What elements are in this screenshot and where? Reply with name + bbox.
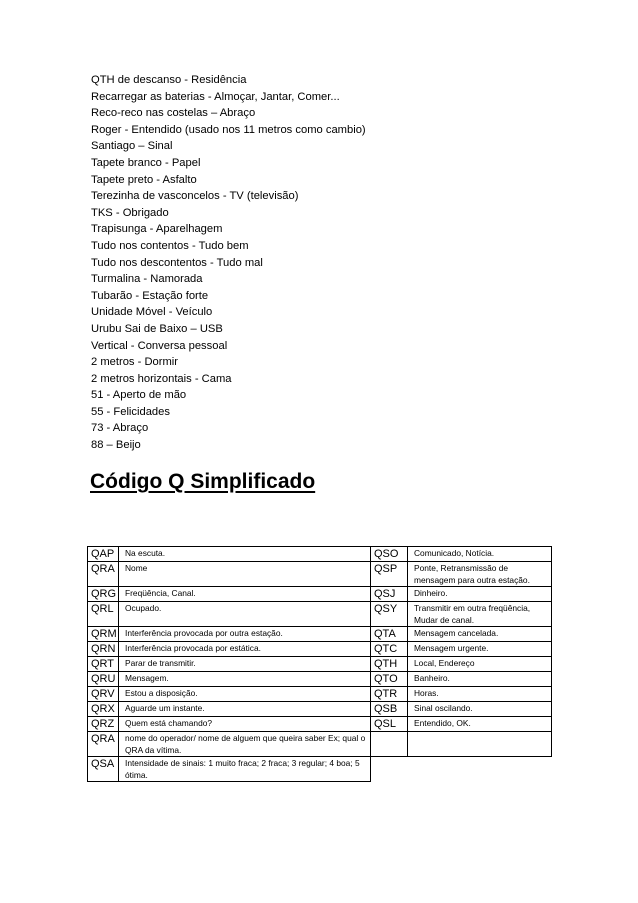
- q-description: Quem está chamando?: [119, 717, 371, 732]
- glossary-line: 73 - Abraço: [91, 422, 149, 435]
- q-code: QTH: [371, 657, 408, 672]
- glossary-line: Tudo nos descontentos - Tudo mal: [91, 256, 263, 269]
- section-title: Código Q Simplificado: [90, 470, 316, 493]
- table-row: [88, 602, 552, 627]
- q-code: QTC: [371, 642, 408, 657]
- glossary-line: Tubarão - Estação forte: [91, 289, 209, 302]
- q-description: Mensagem cancelada.: [408, 627, 552, 642]
- q-code-table: [87, 546, 552, 782]
- q-description: Sinal oscilando.: [408, 702, 552, 717]
- glossary-line: 2 metros horizontais - Cama: [91, 372, 232, 385]
- glossary-line: Terezinha de vasconcelos - TV (televisão): [91, 190, 299, 203]
- q-description: Interferência provocada por outra estação.: [119, 627, 371, 642]
- table-row: [88, 672, 552, 687]
- q-description: Estou a disposição.: [119, 687, 371, 702]
- q-description: Mensagem.: [119, 672, 371, 687]
- q-description: Aguarde um instante.: [119, 702, 371, 717]
- table-row: [88, 587, 552, 602]
- table-row: [88, 657, 552, 672]
- glossary-line: Recarregar as baterias - Almoçar, Jantar, Comer...: [91, 90, 340, 103]
- q-code: QTR: [371, 687, 408, 702]
- q-description: Dinheiro.: [408, 587, 552, 602]
- q-description: Ponte, Retransmissão de mensagem para outra estação.: [408, 562, 552, 587]
- q-description: Transmitir em outra freqüência, Mudar de canal.: [408, 602, 552, 627]
- glossary-line: Unidade Móvel - Veículo: [91, 306, 213, 319]
- q-code: QRZ: [88, 717, 119, 732]
- table-row: [88, 687, 552, 702]
- glossary-line: Tudo nos contentos - Tudo bem: [91, 239, 249, 252]
- q-description: Entendido, OK.: [408, 717, 552, 732]
- q-description: Banheiro.: [408, 672, 552, 687]
- empty-area: [371, 757, 552, 782]
- q-code: QSO: [371, 547, 408, 562]
- q-code: QAP: [88, 547, 119, 562]
- q-description: Nome: [119, 562, 371, 587]
- table-row: [88, 717, 552, 732]
- q-code: QSP: [371, 562, 408, 587]
- q-description: Local, Endereço: [408, 657, 552, 672]
- glossary-line: Turmalina - Namorada: [91, 273, 203, 286]
- q-code: QSB: [371, 702, 408, 717]
- glossary-line: 2 metros - Dormir: [91, 356, 179, 369]
- table-row: [88, 642, 552, 657]
- glossary-line: Vertical - Conversa pessoal: [91, 339, 228, 352]
- glossary-line: Tapete branco - Papel: [91, 156, 201, 169]
- q-description: Intensidade de sinais: 1 muito fraca; 2 fraca; 3 regular; 4 boa; 5 ótima.: [119, 757, 371, 782]
- glossary-line: 88 – Beijo: [91, 439, 141, 452]
- q-description: Freqüência, Canal.: [119, 587, 371, 602]
- q-code: QSY: [371, 602, 408, 627]
- glossary-line: Urubu Sai de Baixo – USB: [91, 322, 223, 335]
- q-code: QRT: [88, 657, 119, 672]
- table-row: [88, 757, 552, 782]
- glossary-line: 55 - Felicidades: [91, 405, 170, 418]
- q-code: QRL: [88, 602, 119, 627]
- q-description: Horas.: [408, 687, 552, 702]
- glossary-line: Reco-reco nas costelas – Abraço: [91, 107, 256, 120]
- slang-glossary-list: [91, 72, 366, 454]
- q-code: QRU: [88, 672, 119, 687]
- q-code: QSJ: [371, 587, 408, 602]
- q-code: QTA: [371, 627, 408, 642]
- q-code: QRA: [88, 562, 119, 587]
- q-code: QRX: [88, 702, 119, 717]
- q-description: [408, 732, 552, 757]
- glossary-line: Roger - Entendido (usado nos 11 metros como cambio): [91, 123, 366, 136]
- q-code: [371, 732, 408, 757]
- q-code: QRA: [88, 732, 119, 757]
- q-code: QRG: [88, 587, 119, 602]
- q-code: QSL: [371, 717, 408, 732]
- q-code: QRV: [88, 687, 119, 702]
- q-code: QRM: [88, 627, 119, 642]
- glossary-line: Tapete preto - Asfalto: [91, 173, 197, 186]
- table-row: [88, 732, 552, 757]
- table-row: [88, 562, 552, 587]
- glossary-line: 51 - Aperto de mão: [91, 389, 187, 402]
- glossary-line: QTH de descanso - Residência: [91, 74, 247, 86]
- glossary-line: Santiago – Sinal: [91, 140, 173, 153]
- q-description: Mensagem urgente.: [408, 642, 552, 657]
- q-description: Na escuta.: [119, 547, 371, 562]
- glossary-line: TKS - Obrigado: [91, 206, 169, 219]
- q-description: Comunicado, Notícia.: [408, 547, 552, 562]
- q-code: QTO: [371, 672, 408, 687]
- table-row: [88, 702, 552, 717]
- q-code: QSA: [88, 757, 119, 782]
- table-row: [88, 547, 552, 562]
- q-description: Parar de transmitir.: [119, 657, 371, 672]
- q-description: Ocupado.: [119, 602, 371, 627]
- q-code: QRN: [88, 642, 119, 657]
- table-row: [88, 627, 552, 642]
- glossary-line: Trapisunga - Aparelhagem: [91, 223, 223, 236]
- q-description: Interferência provocada por estática.: [119, 642, 371, 657]
- q-description: nome do operador/ nome de alguem que queira saber Ex; qual o QRA da vítima.: [119, 732, 371, 757]
